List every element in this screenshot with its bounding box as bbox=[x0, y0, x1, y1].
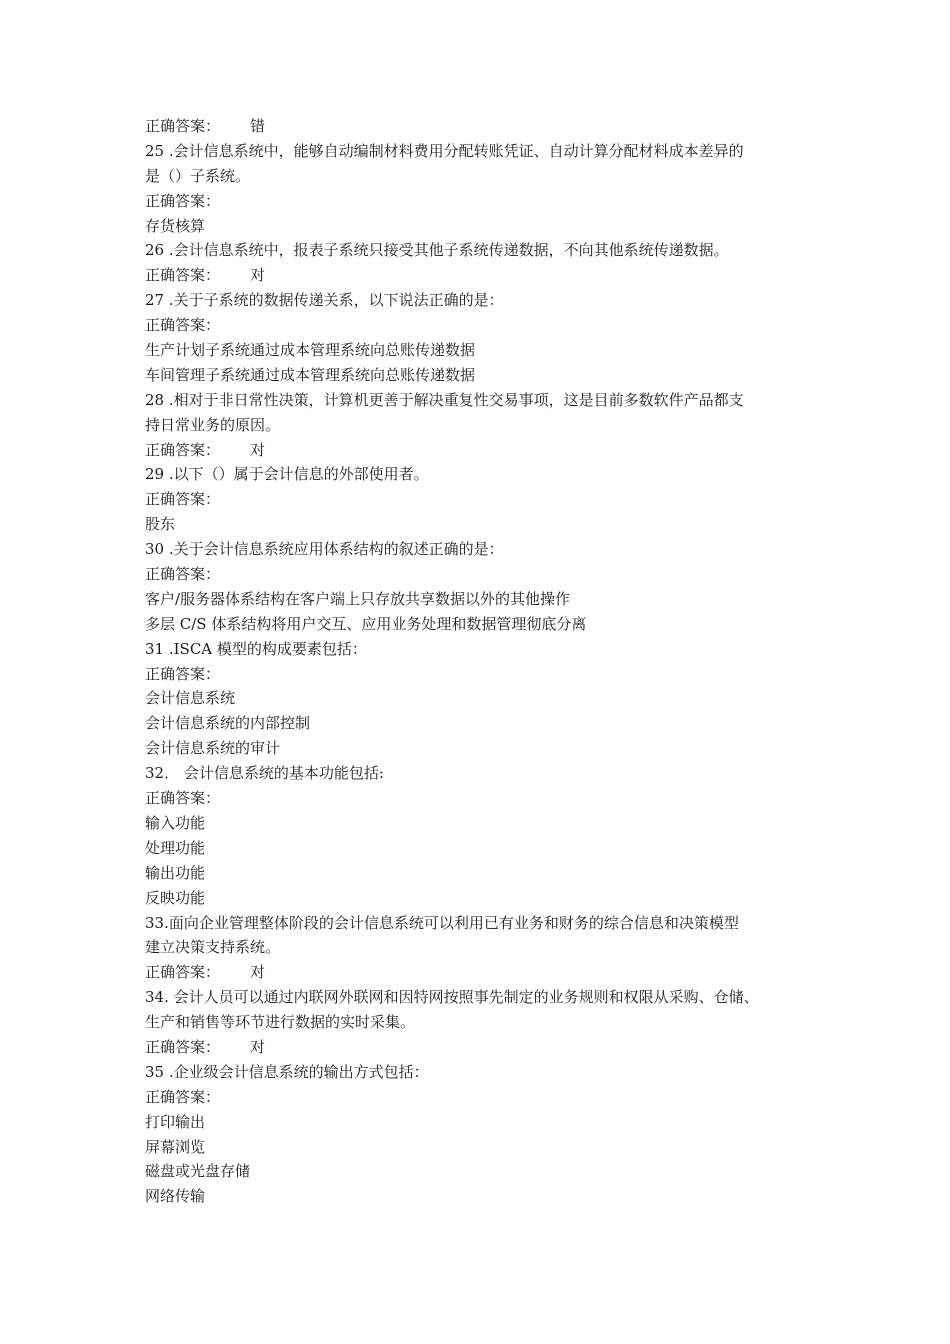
line-text: 是（）子系统。 bbox=[145, 166, 251, 185]
text-line bbox=[145, 562, 835, 587]
text-line bbox=[145, 736, 835, 761]
line-text: 持日常业务的原因。 bbox=[145, 415, 281, 434]
text-line bbox=[145, 313, 835, 338]
line-text: 32． 会计信息系统的基本功能包括: bbox=[145, 764, 384, 783]
line-text: 建立决策支持系统。 bbox=[145, 938, 281, 957]
line-text: 33.面向企业管理整体阶段的会计信息系统可以利用已有业务和财务的综合信息和决策模型 bbox=[145, 913, 739, 932]
line-text: 正确答案： bbox=[145, 117, 221, 135]
text-line bbox=[145, 935, 835, 960]
text-line bbox=[145, 139, 835, 164]
text-line bbox=[145, 637, 835, 662]
text-line bbox=[145, 388, 835, 413]
text-line bbox=[145, 238, 835, 263]
text-line bbox=[145, 164, 835, 189]
text-line bbox=[145, 537, 835, 562]
line-text: 打印输出 bbox=[145, 1112, 206, 1131]
line-text: 处理功能 bbox=[145, 838, 206, 857]
line-text: 输出功能 bbox=[145, 863, 206, 882]
text-line bbox=[145, 911, 835, 936]
line-text: 反映功能 bbox=[145, 888, 206, 907]
text-line bbox=[145, 985, 835, 1010]
text-line bbox=[145, 711, 835, 736]
line-text: 正确答案： bbox=[145, 789, 221, 808]
line-text: 35 .企业级会计信息系统的输出方式包括： bbox=[145, 1062, 429, 1081]
line-text: 正确答案： bbox=[145, 490, 221, 509]
answer-value: 对 bbox=[250, 266, 266, 285]
line-text: 正确答案： bbox=[145, 664, 221, 683]
line-text: 正确答案： bbox=[145, 1037, 221, 1056]
text-line bbox=[145, 761, 835, 786]
line-text: 会计信息系统的内部控制 bbox=[145, 714, 311, 733]
text-line bbox=[145, 1085, 835, 1110]
line-text: 输入功能 bbox=[145, 813, 206, 832]
document-body bbox=[145, 114, 835, 1209]
line-text: 正确答案： bbox=[145, 191, 221, 210]
answer-line bbox=[145, 263, 835, 288]
text-line bbox=[145, 1159, 835, 1184]
text-line bbox=[145, 786, 835, 811]
line-text: 27 .关于子系统的数据传递关系，以下说法正确的是： bbox=[145, 291, 504, 310]
line-text: 正确答案： bbox=[145, 266, 221, 285]
answer-value: 对 bbox=[250, 1037, 266, 1056]
line-text: 30 .关于会计信息系统应用体系结构的叙述正确的是： bbox=[145, 540, 504, 559]
line-text: 正确答案： bbox=[145, 316, 221, 335]
text-line bbox=[145, 662, 835, 687]
answer-value: 对 bbox=[250, 963, 266, 982]
line-text: 会计信息系统的审计 bbox=[145, 739, 281, 758]
text-line bbox=[145, 587, 835, 612]
text-line bbox=[145, 861, 835, 886]
answer-value: 错 bbox=[250, 117, 266, 135]
line-text: 29 .以下（）属于会计信息的外部使用者。 bbox=[145, 465, 429, 484]
line-text: 车间管理子系统通过成本管理系统向总账传递数据 bbox=[145, 365, 476, 384]
line-text: 屏幕浏览 bbox=[145, 1137, 206, 1156]
line-text: 磁盘或光盘存储 bbox=[145, 1162, 251, 1181]
text-line bbox=[145, 413, 835, 438]
line-text: 正确答案： bbox=[145, 1087, 221, 1106]
answer-line bbox=[145, 438, 835, 463]
answer-line bbox=[145, 960, 835, 985]
answer-value: 对 bbox=[250, 440, 266, 459]
answer-line bbox=[145, 114, 835, 139]
line-text: 正确答案： bbox=[145, 963, 221, 982]
line-text: 股东 bbox=[145, 515, 176, 534]
text-line bbox=[145, 363, 835, 388]
text-line bbox=[145, 462, 835, 487]
line-text: 28 .相对于非日常性决策，计算机更善于解决重复性交易事项，这是目前多数软件产品都支 bbox=[145, 390, 744, 409]
line-text: 26 .会计信息系统中，报表子系统只接受其他子系统传递数据，不向其他系统传递数据。 bbox=[145, 241, 729, 260]
text-line bbox=[145, 512, 835, 537]
text-line bbox=[145, 1184, 835, 1209]
text-line bbox=[145, 487, 835, 512]
text-line bbox=[145, 189, 835, 214]
line-text: 34. 会计人员可以通过内联网外联网和因特网按照事先制定的业务规则和权限从采购、仓储、 bbox=[145, 988, 759, 1007]
text-line bbox=[145, 338, 835, 363]
line-text: 客户/服务器体系结构在客户端上只存放共享数据以外的其他操作 bbox=[145, 589, 571, 608]
text-line bbox=[145, 612, 835, 637]
line-text: 31 .ISCA 模型的构成要素包括： bbox=[145, 639, 367, 658]
line-text: 正确答案： bbox=[145, 440, 221, 459]
text-line bbox=[145, 1110, 835, 1135]
line-text: 生产和销售等环节进行数据的实时采集。 bbox=[145, 1013, 416, 1032]
line-text: 多层 C/S 体系结构将用户交互、应用业务处理和数据管理彻底分离 bbox=[145, 614, 587, 633]
line-text: 25 .会计信息系统中，能够自动编制材料费用分配转账凭证、自动计算分配材料成本差异的 bbox=[145, 141, 744, 160]
text-line bbox=[145, 214, 835, 239]
text-line bbox=[145, 836, 835, 861]
text-line bbox=[145, 1010, 835, 1035]
answer-line bbox=[145, 1035, 835, 1060]
text-line bbox=[145, 811, 835, 836]
line-text: 正确答案： bbox=[145, 565, 221, 584]
text-line bbox=[145, 1135, 835, 1160]
line-text: 存货核算 bbox=[145, 216, 206, 235]
line-text: 网络传输 bbox=[145, 1187, 206, 1206]
line-text: 生产计划子系统通过成本管理系统向总账传递数据 bbox=[145, 341, 476, 360]
line-text: 会计信息系统 bbox=[145, 689, 236, 708]
text-line bbox=[145, 288, 835, 313]
text-line bbox=[145, 686, 835, 711]
text-line bbox=[145, 1060, 835, 1085]
text-line bbox=[145, 886, 835, 911]
